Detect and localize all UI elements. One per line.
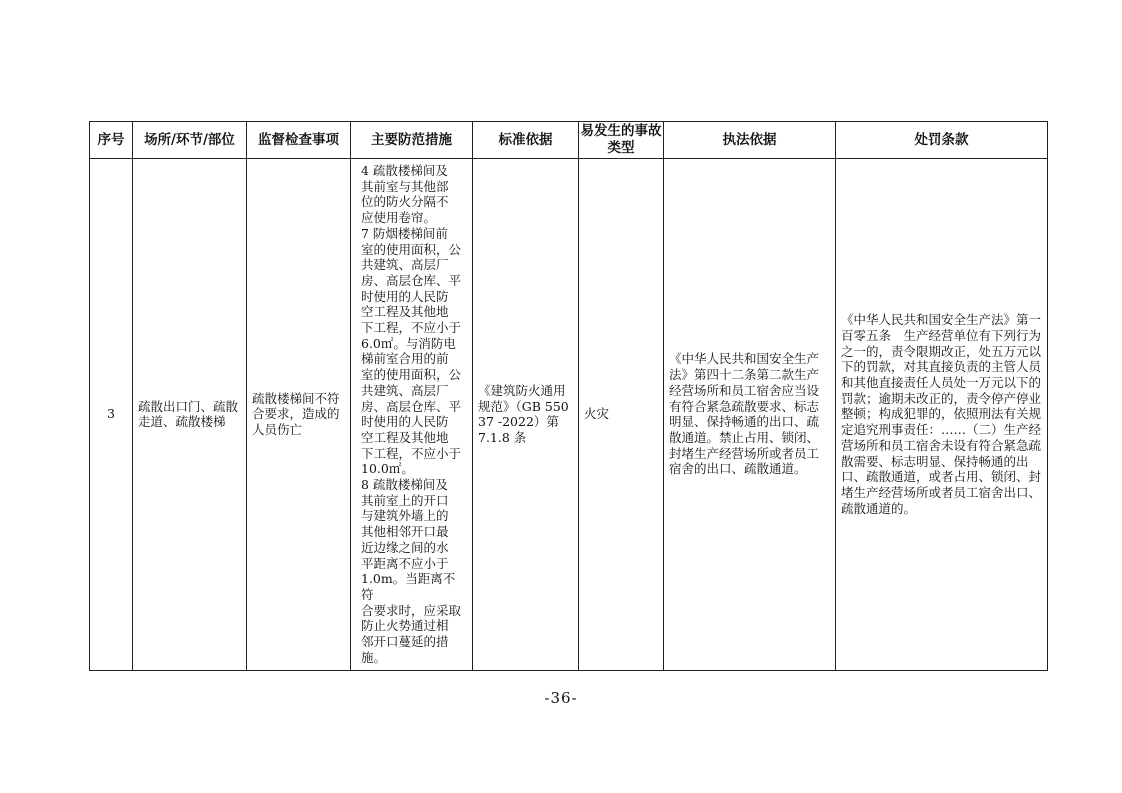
cell-law-basis (664, 159, 836, 671)
cell-inspection-item (247, 159, 351, 671)
cell-standard (473, 159, 579, 671)
cell-seq: 3 (90, 159, 133, 671)
page-number: -36- (544, 689, 578, 707)
header-location: 场所/环节/部位 (133, 122, 247, 159)
header-standard: 标准依据 (473, 122, 579, 159)
cell-measures: 4 疏散楼梯间及 其前室与其他部 位的防火分隔不 应使用卷帘。 7 防烟楼梯间前 室的使用面积，公 共建筑、高层厂 房、高层仓库、平 时使用的人民防 空工程及其他地 下工程，不应小于 6.0㎡。与消防电 梯前室合用的前 室的使用面积，公 共建筑、高层厂 房、高层仓库、平 时使用的人民防 空工程及其他地 下工程，不应小于 10.0㎡。 8 疏散楼梯间及 其前室上的开口 与建筑外墙上的 其他相邻开口最 近边缘之间的水 平距离不应小于 1.0m。当距离不符 合要求时，应采取 防止火势通过相 邻开口蔓延的措 施。 (351, 159, 473, 671)
inspection-item-text: 疏散楼梯间不符合要求，造成的人员伤亡 (252, 390, 340, 438)
cell-penalty (836, 159, 1048, 671)
law-basis-text: 《中华人民共和国安全生产法》第四十二条第二款生产经营场所和员工宿舍应当设有符合紧急疏散要求、标志明显、保持畅通的出口、疏散通道。禁止占用、锁闭、封堵生产经营场所或者员工宿舍的出口、疏散通道。 (669, 351, 820, 477)
header-measures: 主要防范措施 (351, 122, 473, 159)
location-text: 疏散出口门、疏散走道、疏散楼梯 (138, 398, 239, 430)
standard-text: 《建筑防火通用规范》（GB 55037 -2022）第 7.1.8 条 (478, 382, 569, 445)
header-accident-type: 易发生的事故类型 (579, 122, 664, 159)
header-inspection-item: 监督检查事项 (247, 122, 351, 159)
header-penalty: 处罚条款 (836, 122, 1048, 159)
accident-type-text: 火灾 (584, 406, 610, 422)
inspection-table (89, 121, 1048, 671)
table-header-row (90, 122, 1048, 159)
cell-location (133, 159, 247, 671)
penalty-text: 《中华人民共和国安全生产法》第一百零五条 生产经营单位有下列行为之一的，责令限期改正，处五万元以下的罚款，对其直接负责的主管人员和其他直接责任人员处一万元以下的罚款；逾期未改正的，责令停产停业整顿；构成犯罪的，依照刑法有关规定追究刑事责任：……（二）生产经营场所和员工宿舍未设有符合紧急疏散需要、标志明显、保持畅通的出口、疏散通道，或者占用、锁闭、封堵生产经营场所或者员工宿舍出口、疏散通道的。 (841, 312, 1042, 516)
header-seq: 序号 (90, 122, 133, 159)
table-row (90, 159, 1048, 671)
cell-accident-type (579, 159, 664, 671)
header-law-basis: 执法依据 (664, 122, 836, 159)
